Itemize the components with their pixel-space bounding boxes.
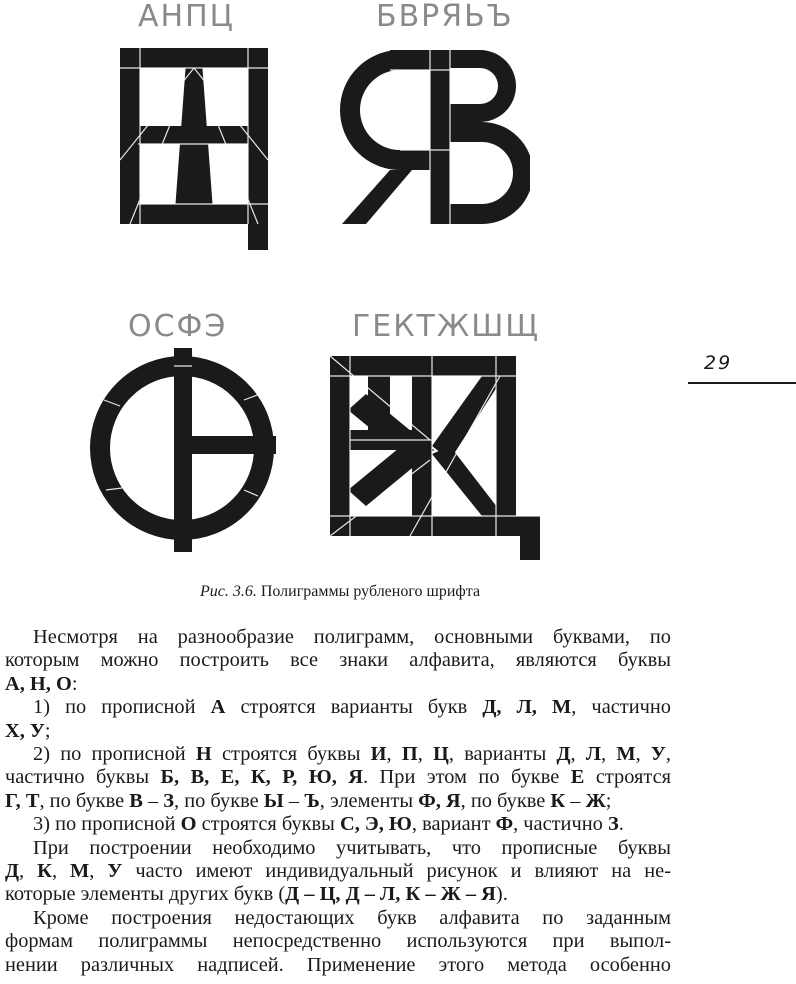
polygram-bvrya-drawing <box>330 40 530 230</box>
page-number: 29 <box>704 352 733 374</box>
paragraph-line: формам полиграммы непосредственно используются при выпол- <box>5 930 671 953</box>
polygram-label-BVRYA: БВРЯЬЪ <box>376 0 514 34</box>
paragraph-line: Кроме построения недостающих букв алфавита по заданным <box>33 906 671 929</box>
body-text <box>5 626 671 977</box>
paragraph-line: 2) по прописной Н строятся буквы И, П, Ц, варианты Д, Л, М, У, <box>33 743 671 766</box>
paragraph-line: нении различных надписей. Применение этого метода особенно <box>5 953 671 976</box>
polygram-osfe-drawing <box>88 340 280 555</box>
polygram-label-OSFE: ОСФЭ <box>128 309 228 344</box>
polygram-gektzh-drawing <box>320 350 570 562</box>
polygram-label-GEKTZH: ГЕКТЖШЩ <box>352 309 541 344</box>
paragraph-line: Несмотря на разнообразие полиграмм, основными буквами, по <box>33 626 671 648</box>
paragraph-line: А, Н, О: <box>5 672 78 695</box>
paragraph-line: которые элементы других букв (Д – Ц, Д – Л, К – Ж – Я). <box>5 883 508 906</box>
paragraph-line: Г, Т, по букве В – З, по букве Ы – Ъ, элементы Ф, Я, по букве К – Ж; <box>5 789 612 812</box>
paragraph-line: которым можно построить все знаки алфавита, являются буквы <box>5 649 671 672</box>
paragraph-line: 1) по прописной А строятся варианты букв Д, Л, М, частично <box>33 696 671 719</box>
polygram-anpc-drawing <box>110 40 280 255</box>
paragraph-line: 3) по прописной О строятся буквы С, Э, Ю, вариант Ф, частично З. <box>33 813 624 836</box>
figure-caption-number: Рис. 3.6. <box>199 583 257 600</box>
polygram-label-ANPC: АНПЦ <box>138 0 235 34</box>
figure-caption-text: Полиграммы рубленого шрифта <box>260 583 481 600</box>
paragraph-line: При построении необходимо учитывать, что прописные буквы <box>33 836 671 859</box>
paragraph-line: частично буквы Б, В, Е, К, Р, Ю, Я. При этом по букве Е строятся <box>5 766 672 789</box>
paragraph-line: Д, К, М, У часто имеют индивидуальный рисунок и влияют на не- <box>5 860 671 883</box>
figure-caption <box>0 583 680 601</box>
page-number-rule <box>688 382 796 384</box>
paragraph-line: Х, У; <box>5 719 51 742</box>
